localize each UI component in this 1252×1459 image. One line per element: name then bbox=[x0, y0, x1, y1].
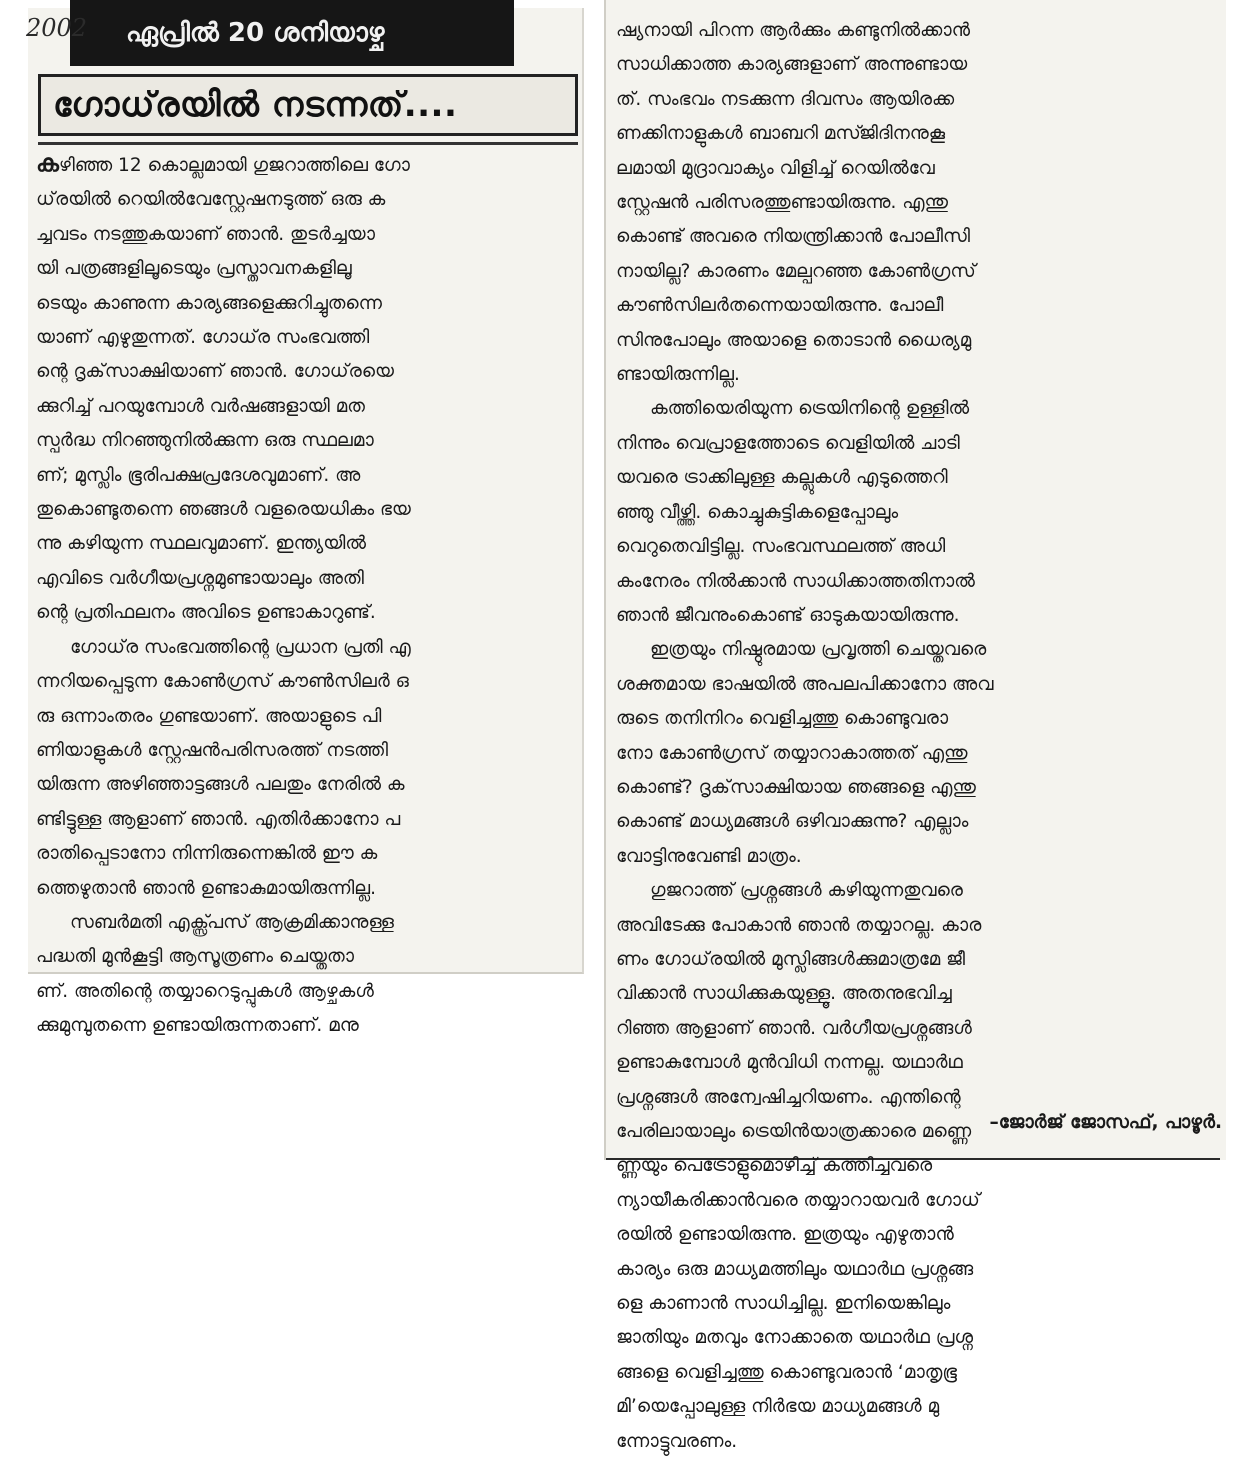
right-paragraph-1 bbox=[616, 14, 1216, 392]
text-line: വിക്കാൻ സാധിക്കുകയുള്ളൂ. അതനുഭവിച്ച bbox=[616, 983, 952, 1005]
author-signature: –ജോർജ്‌ ജോസഫ്‌, പാഴൂർ. bbox=[989, 1112, 1222, 1133]
text-line: കൊണ്ട്‌ മാധ്യമങ്ങൾ ഒഴിവാക്കുന്നു? എല്ലാം bbox=[616, 811, 969, 833]
text-line: ശക്തമായ ഭാഷയിൽ അപലപിക്കാനോ അവ bbox=[616, 673, 994, 695]
dropcap: ക bbox=[36, 149, 59, 177]
text-line: സിനുപോലും അയാളെ തൊടാൻ ധൈര്യമു bbox=[616, 329, 972, 351]
text-line: അവിടേക്കു പോകാൻ ഞാൻ തയ്യാറല്ല. കാര bbox=[616, 914, 982, 936]
left-paragraph-1 bbox=[36, 146, 576, 631]
text-line: ണ്ണയും പെട്രോളുമൊഴിച്ച്‌ കത്തിച്ചവരെ bbox=[616, 1155, 933, 1177]
left-column bbox=[36, 146, 576, 1044]
left-paragraph-3 bbox=[36, 906, 576, 1044]
text-line: യി പത്രങ്ങളിലൂടെയും പ്രസ്താവനകളിലൂ bbox=[36, 258, 352, 280]
text-line: ഉണ്ടാകുമ്പോൾ മുൻവിധി നന്നല്ല. യഥാർഥ bbox=[616, 1052, 963, 1074]
text-line: കൗൺസിലർതന്നെയായിരുന്നു. പോലീ bbox=[616, 295, 944, 317]
text-line: യാണ്‌ എഴുതുന്നത്‌. ഗോധ്‌ര സംഭവത്തി bbox=[36, 327, 370, 349]
text-line: രു ഒന്നാംതരം ഗുണ്ടയാണ്‌. അയാളുടെ പി bbox=[36, 705, 382, 727]
text-line: യിരുന്ന അഴിഞ്ഞാട്ടങ്ങൾ പലതും നേരിൽ ക bbox=[36, 774, 405, 796]
text-line: ടെയും കാണുന്ന കാര്യങ്ങളെക്കുറിച്ചുതന്നെ bbox=[36, 292, 382, 314]
text-line: സ്പർദ്ധ നിറഞ്ഞുനിൽക്കുന്ന ഒരു സ്ഥലമാ bbox=[36, 430, 374, 452]
text-line: ഞ്ഞു വീഴ്ത്തി. കൊച്ചുകുട്ടികളെപ്പോലും bbox=[616, 501, 899, 523]
text-line: വോട്ടിനുവേണ്ടി മാത്രം. bbox=[616, 845, 802, 867]
text-line: പദ്ധതി മുൻകൂട്ടി ആസൂത്രണം ചെയ്തതാ bbox=[36, 946, 354, 968]
text-line: ഗോധ്‌ര സംഭവത്തിന്റെ പ്രധാന പ്രതി എ bbox=[70, 636, 411, 658]
text-line: ഷ്യനായി പിറന്ന ആർക്കും കണ്ടുനിൽക്കാൻ bbox=[616, 20, 970, 41]
right-paragraph-3 bbox=[616, 633, 1216, 874]
text-line: സ്റ്റേഷൻ പരിസരത്തുണ്ടായിരുന്നു. എന്തു bbox=[616, 192, 948, 214]
text-line: ന്റെ പ്രതിഫലനം അവിടെ ഉണ്ടാകാറുണ്ട്‌. bbox=[36, 602, 376, 624]
text-line: ന്നു കഴിയുന്ന സ്ഥലവുമാണ്‌. ഇന്ത്യയിൽ bbox=[36, 533, 366, 555]
text-line: തുകൊണ്ടുതന്നെ ഞങ്ങൾ വളരെയധികം ഭയ bbox=[36, 499, 411, 521]
text-line: രുടെ തനിനിറം വെളിച്ചത്തു കൊണ്ടുവരാ bbox=[616, 708, 949, 730]
text-line: ണം ഗോധ്‌രയിൽ മുസ്ലിങ്ങൾക്കുമാത്രമേ ജീ bbox=[616, 948, 966, 970]
text-line: കൊണ്ട്‌ അവരെ നിയന്ത്രിക്കാൻ പോലീസി bbox=[616, 226, 971, 248]
text-line: കാര്യം ഒരു മാധ്യമത്തിലും യഥാർഥ പ്രശ്നങ്ങ bbox=[616, 1258, 974, 1280]
right-column bbox=[616, 14, 1216, 1459]
handwritten-year: 2002 bbox=[26, 14, 88, 42]
text-line: ഇത്രയും നിഷ്ഠുരമായ പ്രവൃത്തി ചെയ്തവരെ bbox=[650, 639, 987, 661]
text-line: സാധിക്കാത്ത കാര്യങ്ങളാണ്‌ അന്നുണ്ടായ bbox=[616, 54, 968, 76]
right-paragraph-2 bbox=[616, 392, 1216, 633]
text-line: മി’യെപ്പോലുള്ള നിർഭയ മാധ്യമങ്ങൾ മു bbox=[616, 1396, 940, 1418]
text-line: ണക്കിനാളുകൾ ബാബറി മസ്ജിദിനനുകൂ bbox=[616, 123, 946, 145]
text-line: ക്കുമുമ്പുതന്നെ ഉണ്ടായിരുന്നതാണ്‌. മനു bbox=[36, 1015, 359, 1037]
text-line: യവരെ ട്രാക്കിലുള്ള കല്ലുകൾ എടുത്തെറി bbox=[616, 467, 948, 489]
text-line: ഗുജറാത്ത്‌ പ്രശ്നങ്ങൾ കഴിയുന്നതുവരെ bbox=[650, 880, 963, 902]
text-line: ജാതിയും മതവും നോക്കാതെ യഥാർഥ പ്രശ്ന bbox=[616, 1327, 974, 1349]
text-line: ണ്‌; മുസ്ലിം ഭൂരിപക്ഷപ്രദേശവുമാണ്‌. അ bbox=[36, 464, 361, 486]
text-line: ണിയാളുകൾ സ്റ്റേഷൻപരിസരത്ത്‌ നടത്തി bbox=[36, 739, 389, 761]
text-line: പ്രശ്നങ്ങൾ അന്വേഷിച്ചറിയണം. എന്തിന്റെ bbox=[616, 1086, 961, 1108]
text-line: ണ്‌. അതിന്റെ തയ്യാറെടുപ്പുകൾ ആഴ്ചകൾ bbox=[36, 980, 374, 1002]
text-line: ഞാൻ ജീവനുംകൊണ്ട്‌ ഓടുകയായിരുന്നു. bbox=[616, 604, 960, 626]
date-text: ഏപ്രിൽ 20 ശനിയാഴ്ച bbox=[126, 17, 385, 48]
text-line: ന്റെ ദൃക്‌സാക്ഷിയാണ്‌ ഞാൻ. ഗോധ്‌രയെ bbox=[36, 361, 394, 383]
text-line: നോ കോൺഗ്രസ്‌ തയ്യാറാകാത്തത്‌ എന്തു bbox=[616, 742, 968, 764]
headline-rule bbox=[38, 142, 578, 145]
text-line: ലമായി മുദ്രാവാക്യം വിളിച്ച്‌ റെയിൽവേ bbox=[616, 157, 935, 179]
text-line: റിഞ്ഞ ആളാണ്‌ ഞാൻ. വർഗീയപ്രശ്നങ്ങൾ bbox=[616, 1017, 972, 1039]
left-paragraph-2 bbox=[36, 631, 576, 906]
text-line: ച്ചവടം നടത്തുകയാണ്‌ ഞാൻ. തുടർച്ചയാ bbox=[36, 223, 375, 245]
text-line: ധ്‌രയിൽ റെയിൽവേസ്റ്റേഷനടുത്ത്‌ ഒരു ക bbox=[36, 189, 386, 211]
text-line: കഴിഞ്ഞ 12 കൊല്ലമായി ഗുജറാത്തിലെ ഗോ bbox=[36, 149, 410, 177]
text-line: ങ്ങളെ വെളിച്ചത്തു കൊണ്ടുവരാൻ ‘മാതൃഭൂ bbox=[616, 1361, 958, 1383]
text-line: കൊണ്ട്‌? ദൃക്‌സാക്ഷിയായ ഞങ്ങളെ എന്തു bbox=[616, 776, 976, 798]
headline-box bbox=[38, 74, 578, 136]
text-line: വെറുതെവിട്ടില്ല. സംഭവസ്ഥലത്ത്‌ അധി bbox=[616, 536, 946, 558]
date-banner bbox=[70, 0, 514, 66]
text-line: നായില്ല? കാരണം മേല്പറഞ്ഞ കോൺഗ്രസ്‌ bbox=[616, 260, 976, 282]
text-line: കംനേരം നിൽക്കാൻ സാധിക്കാത്തതിനാൽ bbox=[616, 570, 975, 592]
text-line: ത്തെഴുതാൻ ഞാൻ ഉണ്ടാകുമായിരുന്നില്ല. bbox=[36, 877, 376, 899]
text-line: ക്കുറിച്ച്‌ പറയുമ്പോൾ വർഷങ്ങളായി മത bbox=[36, 395, 365, 417]
right-paragraph-4 bbox=[616, 874, 1216, 1459]
text-line: സബർമതി എക്സ്പ്രസ്‌ ആക്രമിക്കാനുള്ള bbox=[70, 911, 394, 933]
text-line: എവിടെ വർഗീയപ്രശ്നമുണ്ടായാലും അതി bbox=[36, 567, 364, 589]
text-line: ണ്ടിട്ടുള്ള ആളാണ്‌ ഞാൻ. എതിർക്കാനോ പ bbox=[36, 808, 401, 830]
text-line: ന്യായീകരിക്കാൻവരെ തയ്യാറായവർ ഗോധ്‌ bbox=[616, 1189, 980, 1211]
text-line: രയിൽ ഉണ്ടായിരുന്നു. ഇത്രയും എഴുതാൻ bbox=[616, 1224, 954, 1246]
text-line: ളെ കാണാൻ സാധിച്ചില്ല. ഇനിയെങ്കിലും bbox=[616, 1293, 951, 1315]
text-line: രാതിപ്പെടാനോ നിന്നിരുന്നെങ്കിൽ ഈ ക bbox=[36, 843, 378, 865]
headline: ഗോധ്‌രയിൽ നടന്നത്‌.... bbox=[53, 85, 458, 125]
text-line: ന്നോട്ടുവരണം. bbox=[616, 1430, 738, 1452]
text-line: കത്തിയെരിയുന്ന ട്രെയിനിന്റെ ഉള്ളിൽ bbox=[650, 398, 970, 420]
text-line: ത്‌. സംഭവം നടക്കുന്ന ദിവസം ആയിരക്ക bbox=[616, 88, 955, 110]
text-line: പേരിലായാലും ട്രെയിൻയാത്രക്കാരെ മണ്ണെ bbox=[616, 1121, 972, 1142]
text-line: ന്നറിയപ്പെടുന്ന കോൺഗ്രസ്‌ കൗൺസിലർ ഒ bbox=[36, 671, 409, 693]
text-line: ണ്ടായിരുന്നില്ല. bbox=[616, 364, 740, 386]
text-line: നിന്നും വെപ്രാളത്തോടെ വെളിയിൽ ചാടി bbox=[616, 432, 960, 454]
